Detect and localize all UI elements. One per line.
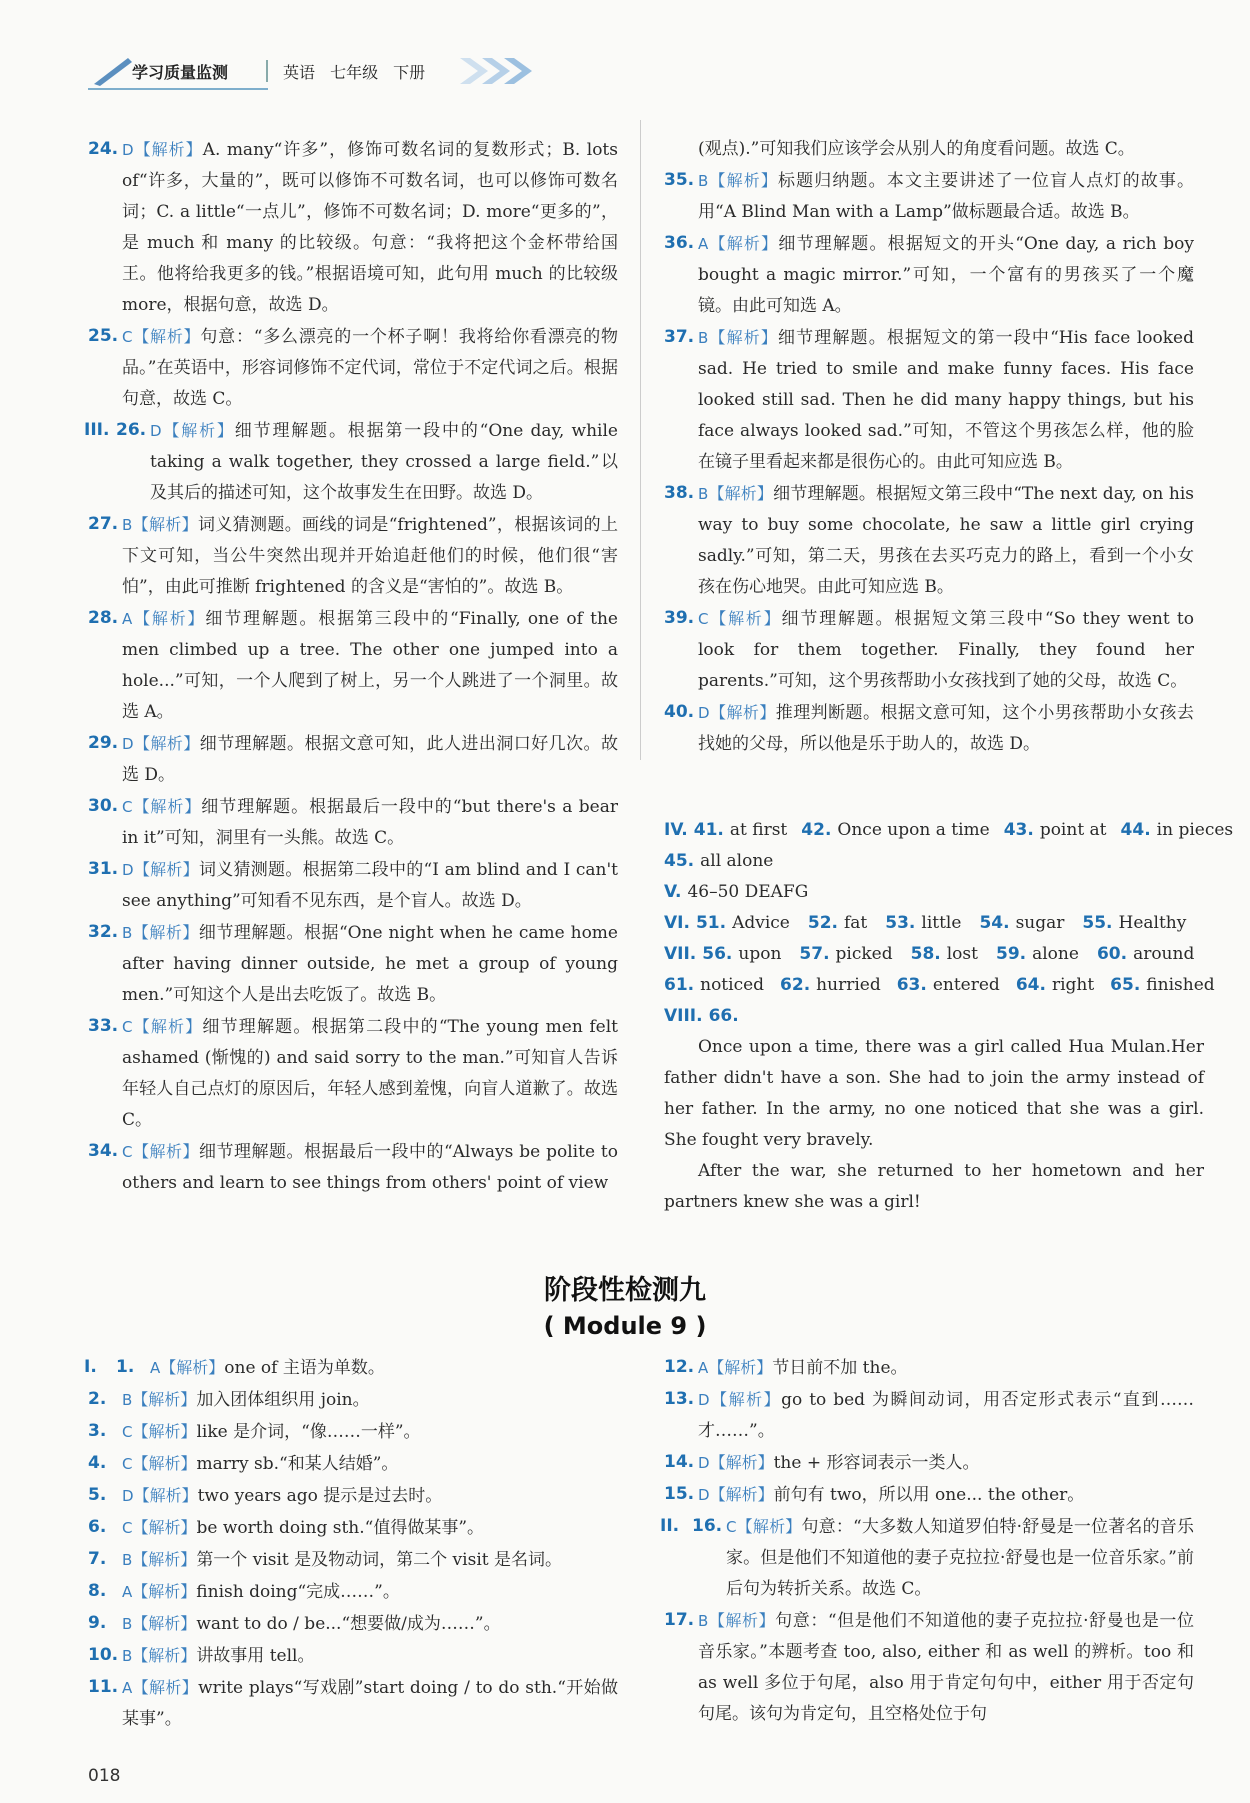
blank-number: 55. [1082, 913, 1113, 933]
blank-number: 54. [979, 913, 1010, 933]
question-number: 40. [664, 702, 695, 722]
answer-text: 加入团体组织用 join。 [196, 1390, 370, 1410]
blank-word: all alone [700, 851, 774, 871]
section-number: V. [664, 882, 682, 902]
answer-text: like 是介词，“像……一样”。 [196, 1422, 421, 1442]
answer-item [88, 1576, 618, 1608]
blank-answers [664, 815, 1234, 1218]
blank-number: 59. [995, 944, 1027, 964]
answer-letter: A [122, 610, 133, 628]
question-number: 33. [88, 1016, 119, 1036]
analysis-tag: 【解析】 [708, 328, 778, 347]
answer-text: write plays“写戏剧”start doing / to do sth.“开始做某事”。 [122, 1678, 618, 1729]
question-number: 4. [88, 1453, 107, 1473]
question-number: 6. [88, 1517, 107, 1537]
answer-text: 句意：“多么漂亮的一个杯子啊！我将给你看漂亮的物品。”在英语中，形容词修饰不定代词，常位于不定代词之后。根据句意，故选 C。 [122, 327, 618, 409]
answer-letter: D [698, 1391, 710, 1409]
question-number: 38. [664, 483, 695, 503]
analysis-tag: 【解析】 [133, 140, 203, 159]
analysis-tag: 【解析】 [709, 1453, 774, 1472]
question-number: 37. [664, 327, 695, 347]
question-number: 11. [88, 1677, 119, 1697]
blank-word: fat [844, 913, 868, 933]
question-number: 8. [88, 1581, 107, 1601]
answer-item [88, 791, 618, 854]
answer-text: 细节理解题。根据短文的开头“One day, a rich boy bought a magic mirror.”可知，一个富有的男孩买了一个魔镜。由此可知选 A。 [698, 234, 1194, 316]
question-number: 28. [88, 608, 119, 628]
answer-letter: D [698, 1486, 710, 1504]
answer-letter: D [698, 704, 710, 722]
question-number: 10. [88, 1645, 119, 1665]
answer-text: 推理判断题。根据文意可知，这个小男孩帮助小女孩去找她的父母，所以他是乐于助人的，故选 D。 [698, 703, 1194, 754]
answer-letter: A [150, 1359, 161, 1377]
analysis-tag: 【解析】 [708, 1358, 773, 1377]
question-number: 3. [88, 1421, 107, 1441]
question-number: 1. [116, 1357, 135, 1377]
blank-row [664, 970, 1215, 1001]
blank-word: hurried [816, 975, 881, 995]
subject-label: 英语 七年级 下册 [283, 63, 426, 82]
answer-letter: B [122, 516, 133, 534]
answer-text: 细节理解题。根据文意可知，此人进出洞口好几次。故选 D。 [122, 734, 618, 785]
blank-word: picked [835, 944, 893, 964]
question-number: 9. [88, 1613, 107, 1633]
blank-word: at first [729, 820, 788, 840]
answer-item [664, 1352, 1194, 1384]
answer-text: marry sb.“和某人结婚”。 [196, 1454, 399, 1474]
analysis-tag: 【解析】 [132, 1678, 199, 1697]
analysis-tag: 【解析】 [133, 860, 199, 879]
chevron-right-icon [460, 56, 550, 86]
analysis-tag: 【解析】 [709, 1390, 782, 1409]
question-number: 39. [664, 608, 695, 628]
analysis-tag: 【解析】 [132, 327, 201, 346]
section-number: IV. [664, 820, 688, 840]
blank-word: right [1051, 975, 1095, 995]
answer-letter: C [122, 1519, 133, 1537]
blank-number: 57. [799, 944, 830, 964]
answer-item [84, 1352, 618, 1384]
answer-item [88, 1136, 618, 1199]
blank-word: Once upon a time [837, 820, 990, 840]
blank-word: noticed [700, 975, 765, 995]
answer-text: 细节理解题。根据第二段中的“The young men felt ashamed (惭愧的) and said sorry to the man.”可知盲人告诉年轻人自己点灯的原因后，年轻人感到羞愧，向盲人道歉了。故选 C。 [122, 1017, 618, 1130]
analysis-tag: 【解析】 [132, 1142, 199, 1161]
answer-item [88, 1011, 618, 1136]
blank-word: entered [932, 975, 1000, 995]
right-column-answers [664, 134, 1194, 760]
analysis-tag: 【解析】 [132, 1582, 197, 1601]
question-number: 12. [664, 1357, 695, 1377]
answer-letter: B [122, 924, 133, 942]
blank-number: 61. [664, 975, 695, 995]
analysis-tag: 【解析】 [708, 1611, 776, 1630]
answer-item [88, 1608, 618, 1640]
answer-letter: B [122, 1615, 133, 1633]
answer-letter: D [150, 422, 162, 440]
analysis-tag: 【解析】 [708, 234, 779, 253]
module9-left-answers [84, 1352, 618, 1735]
blank-number: 60. [1096, 944, 1128, 964]
answer-item [88, 1512, 618, 1544]
blank-word: alone [1032, 944, 1079, 964]
blank-number: 51. [695, 913, 727, 933]
section-number: III. [84, 420, 110, 440]
blank-word: in pieces [1156, 820, 1234, 840]
blank-number: 65. [1110, 975, 1141, 995]
answer-letter: C [122, 1143, 133, 1161]
answer-letter: B [122, 1647, 133, 1665]
answer-letter: B [122, 1551, 133, 1569]
answer-letter: C [122, 798, 133, 816]
answer-item [88, 917, 618, 1011]
answer-item [664, 697, 1194, 760]
answer-text: 句意：“大多数人知道罗伯特·舒曼是一位著名的音乐家。但是他们不知道他的妻子克拉拉·舒曼也是一位音乐家。”前后句为转折关系。故选 C。 [726, 1517, 1194, 1599]
answer-item [88, 854, 618, 917]
blank-word: upon [738, 944, 782, 964]
answer-text: 标题归纳题。本文主要讲述了一位盲人点灯的故事。用“A Blind Man with a Lamp”做标题最合适。故选 B。 [698, 171, 1194, 222]
question-number: 17. [664, 1610, 695, 1630]
section-number: VIII. [664, 1006, 703, 1026]
answer-item [664, 478, 1194, 603]
analysis-tag: 【解析】 [132, 515, 198, 534]
question-number: 34. [88, 1141, 119, 1161]
analysis-tag: 【解析】 [132, 1550, 197, 1569]
answer-letter: D [122, 735, 134, 753]
section-number: II. [660, 1516, 680, 1536]
module9-right-answers [660, 1352, 1194, 1730]
answer-text: 细节理解题。根据第三段中的“Finally, one of the men climbed up a tree. The other one jumped into a hole...”可知，一个人爬到了树上，另一个人跳进了一个洞里。故选 A。 [122, 609, 618, 722]
answer-item [88, 134, 618, 321]
answer-item [88, 1544, 618, 1576]
answer-item [664, 165, 1194, 228]
section-number: VII. [664, 944, 697, 964]
answer-text: (观点).”可知我们应该学会从别人的角度看问题。故选 C。 [698, 139, 1135, 159]
answer-text: want to do / be...“想要做/成为……”。 [196, 1614, 501, 1634]
answer-letter: B [122, 1391, 133, 1409]
answer-text: two years ago 提示是过去时。 [197, 1486, 443, 1506]
answer-text: 细节理解题。根据短文第三段中“So they went to look for them together. Finally, they found her parents.”可知，这个男孩帮助小女孩找到了她的父母，故选 C。 [698, 609, 1194, 691]
analysis-tag: 【解析】 [709, 703, 776, 722]
section-subtitle: ( Module 9 ) [543, 1312, 707, 1340]
answer-text: 前句有 two，所以用 one... the other。 [773, 1485, 1085, 1505]
blank-row [664, 939, 1204, 970]
answer-letter: D [122, 141, 134, 159]
answer-letter: B [698, 329, 709, 347]
section-number: VI. [664, 913, 690, 933]
pen-icon [92, 56, 134, 86]
answer-text: the + 形容词表示一类人。 [773, 1453, 980, 1473]
answer-letter: B [698, 1612, 709, 1630]
answer-item [664, 1384, 1194, 1447]
answer-text: one of 主语为单数。 [224, 1358, 385, 1378]
blank-row [664, 877, 1204, 908]
blank-word: Advice [732, 913, 790, 933]
answer-text: 细节理解题。根据最后一段中的“Always be polite to others and learn to see things from others' point of view [122, 1142, 618, 1193]
answer-item [88, 1640, 618, 1672]
answer-letter: B [698, 485, 709, 503]
blank-number: 53. [885, 913, 916, 933]
answer-letter: D [122, 861, 134, 879]
answer-letter: C [698, 610, 709, 628]
question-number: 14. [664, 1452, 695, 1472]
blank-word: Healthy [1118, 913, 1187, 933]
page-header [88, 52, 558, 94]
answer-text: 细节理解题。根据短文第三段中“The next day, on his way to buy some chocolate, he saw a little girl crying sadly.”可知，第二天，男孩在去买巧克力的路上，看到一个小女孩在伤心地哭。由此可知应选 B。 [698, 484, 1194, 597]
series-title: 学习质量监测 [132, 63, 229, 82]
section-title: 阶段性检测九 [544, 1275, 706, 1306]
analysis-tag: 【解析】 [132, 1518, 197, 1537]
analysis-tag: 【解析】 [708, 609, 782, 628]
answer-text: 讲故事用 tell。 [196, 1646, 315, 1666]
section-number: I. [84, 1357, 97, 1377]
blank-word: finished [1146, 975, 1215, 995]
question-number: 29. [88, 733, 119, 753]
question-number: 35. [664, 170, 695, 190]
answer-letter: C [122, 328, 133, 346]
answer-item [660, 1511, 1194, 1605]
analysis-tag: 【解析】 [708, 484, 774, 503]
answer-letter: B [698, 172, 709, 190]
answer-item [88, 603, 618, 728]
page-number: 018 [88, 1766, 121, 1786]
blank-word: 46–50 DEAFG [687, 882, 809, 902]
analysis-tag: 【解析】 [132, 1422, 197, 1441]
answer-text: 节日前不加 the。 [772, 1358, 908, 1378]
answer-letter: A [122, 1583, 133, 1601]
analysis-tag: 【解析】 [161, 421, 235, 440]
answer-item [664, 134, 1194, 165]
answer-text: 第一个 visit 是及物动词，第二个 visit 是名词。 [196, 1550, 562, 1570]
blank-number: 41. [693, 820, 724, 840]
answer-item [664, 1605, 1194, 1730]
blank-word: lost [946, 944, 978, 964]
analysis-tag: 【解析】 [132, 797, 202, 816]
answer-text: be worth doing sth.“值得做某事”。 [196, 1518, 485, 1538]
analysis-tag: 【解析】 [132, 1646, 197, 1665]
answer-letter: C [122, 1018, 133, 1036]
blank-row [664, 908, 1204, 939]
answer-text: 细节理解题。根据短文的第一段中“His face looked sad. He tried to smile and make funny faces. His face looked still sad. Then he did many happy things, but his face always looked sad.”可知，不管这个男孩怎么样，他的脸在镜子里看起来都是很伤心的。由此可知应选 B。 [698, 328, 1194, 472]
answer-letter: C [122, 1423, 133, 1441]
answer-item [88, 1672, 618, 1735]
answer-item [664, 322, 1194, 478]
answer-item [664, 1447, 1194, 1479]
answer-text: A. many“许多”，修饰可数名词的复数形式；B. lots of“许多，大量的”，既可以修饰不可数名词，也可以修饰可数名词；C. a little“一点儿”，修饰不可数名词；D. more“更多的”，是 much 和 many 的比较级。句意：“我将把这个金杯带给国王。他将给我更多的钱。”根据语境可知，此句用 much 的比较级 more，根据句意，故选 D。 [122, 140, 618, 315]
analysis-tag: 【解析】 [133, 734, 200, 753]
analysis-tag: 【解析】 [132, 1390, 197, 1409]
question-number: 30. [88, 796, 119, 816]
header-underline [88, 88, 268, 90]
essay-paragraph: After the war, she returned to her hometown and her partners knew she was a girl! [664, 1161, 1204, 1212]
answer-letter: D [698, 1454, 710, 1472]
question-number: 13. [664, 1389, 695, 1409]
question-number: 26. [116, 420, 147, 440]
question-number: 5. [88, 1485, 107, 1505]
blank-number: 56. [702, 944, 733, 964]
blank-word: little [921, 913, 962, 933]
question-number: 24. [88, 139, 119, 159]
answer-item [88, 1480, 618, 1512]
blank-number: 52. [807, 913, 838, 933]
left-column-answers [84, 134, 618, 1199]
analysis-tag: 【解析】 [160, 1358, 225, 1377]
question-number: 36. [664, 233, 695, 253]
analysis-tag: 【解析】 [132, 1614, 197, 1633]
blank-number: 63. [896, 975, 927, 995]
answer-item [664, 228, 1194, 322]
column-divider [640, 120, 641, 760]
essay-paragraph: Once upon a time, there was a girl called Hua Mulan.Her father didn't have a son. She had to join the army instead of her father. In the army, no one noticed that she was a girl. She fought very bravely. [664, 1037, 1204, 1150]
answer-item [88, 509, 618, 603]
answer-item [88, 1448, 618, 1480]
answer-item [664, 1479, 1194, 1511]
question-number: 2. [88, 1389, 107, 1409]
blank-number: 64. [1015, 975, 1046, 995]
answer-text: 细节理解题。根据第一段中的“One day, while taking a walk together, they crossed a large field.”以及其后的描述可知，这个故事发生在田野。故选 D。 [150, 421, 618, 503]
answer-item [88, 1416, 618, 1448]
blank-number: 44. [1120, 820, 1151, 840]
question-number: 31. [88, 859, 119, 879]
analysis-tag: 【解析】 [132, 923, 199, 942]
answer-text: go to bed 为瞬间动词，用否定形式表示“直到……才……”。 [698, 1390, 1194, 1441]
answer-item [88, 1384, 618, 1416]
answer-letter: D [122, 1487, 134, 1505]
blank-number: 42. [801, 820, 832, 840]
blank-number: 58. [910, 944, 941, 964]
answer-text: 细节理解题。根据“One night when he came home after having dinner outside, he met a group of young men.”可知这个人是出去吃饭了。故选 B。 [122, 923, 618, 1005]
blank-row [664, 815, 1234, 846]
answer-text: 词义猜测题。画线的词是“frightened”，根据该词的上下文可知，当公牛突然出现并开始追赶他们的时候，他们很“害怕”，由此可推断 frightened 的含义是“害怕的”。故选 B。 [122, 515, 618, 597]
answer-item [664, 603, 1194, 697]
answer-letter: A [698, 1359, 709, 1377]
header-divider [266, 60, 268, 82]
answer-item [88, 321, 618, 415]
answer-text: finish doing“完成……”。 [196, 1582, 400, 1602]
blank-row [664, 1001, 1204, 1032]
analysis-tag: 【解析】 [133, 1486, 198, 1505]
analysis-tag: 【解析】 [132, 1017, 203, 1036]
answer-letter: A [122, 1679, 133, 1697]
blank-row [664, 846, 1204, 877]
answer-letter: C [122, 1455, 133, 1473]
answer-text: 词义猜测题。根据第二段中的“I am blind and I can't see anything”可知看不见东西，是个盲人。故选 D。 [122, 860, 618, 911]
question-number: 16. [692, 1516, 723, 1536]
blank-word: around [1133, 944, 1195, 964]
analysis-tag: 【解析】 [709, 1485, 774, 1504]
question-number: 27. [88, 514, 119, 534]
analysis-tag: 【解析】 [708, 171, 778, 190]
analysis-tag: 【解析】 [132, 609, 206, 628]
question-number: 32. [88, 922, 119, 942]
answer-letter: C [726, 1518, 737, 1536]
analysis-tag: 【解析】 [736, 1517, 802, 1536]
answer-item [84, 415, 618, 509]
blank-number: 45. [664, 851, 695, 871]
answer-letter: A [698, 235, 709, 253]
answer-text: 句意：“但是他们不知道他的妻子克拉拉·舒曼也是一位音乐家。”本题考查 too, also, either 和 as well 的辨析。too 和 as well 多位于句尾，also 用于肯定句句中，either 用于否定句句尾。该句为肯定句，且空格处位于句 [698, 1611, 1194, 1724]
question-number: 7. [88, 1549, 107, 1569]
question-number: 15. [664, 1484, 695, 1504]
blank-word: sugar [1015, 913, 1065, 933]
question-number: 25. [88, 326, 119, 346]
answer-item [88, 728, 618, 791]
blank-number: 66. [708, 1006, 739, 1026]
answer-text: 细节理解题。根据最后一段中的“but there's a bear in it”可知，洞里有一头熊。故选 C。 [122, 797, 618, 848]
blank-number: 43. [1003, 820, 1034, 840]
blank-word: point at [1039, 820, 1107, 840]
analysis-tag: 【解析】 [132, 1454, 197, 1473]
blank-number: 62. [780, 975, 811, 995]
